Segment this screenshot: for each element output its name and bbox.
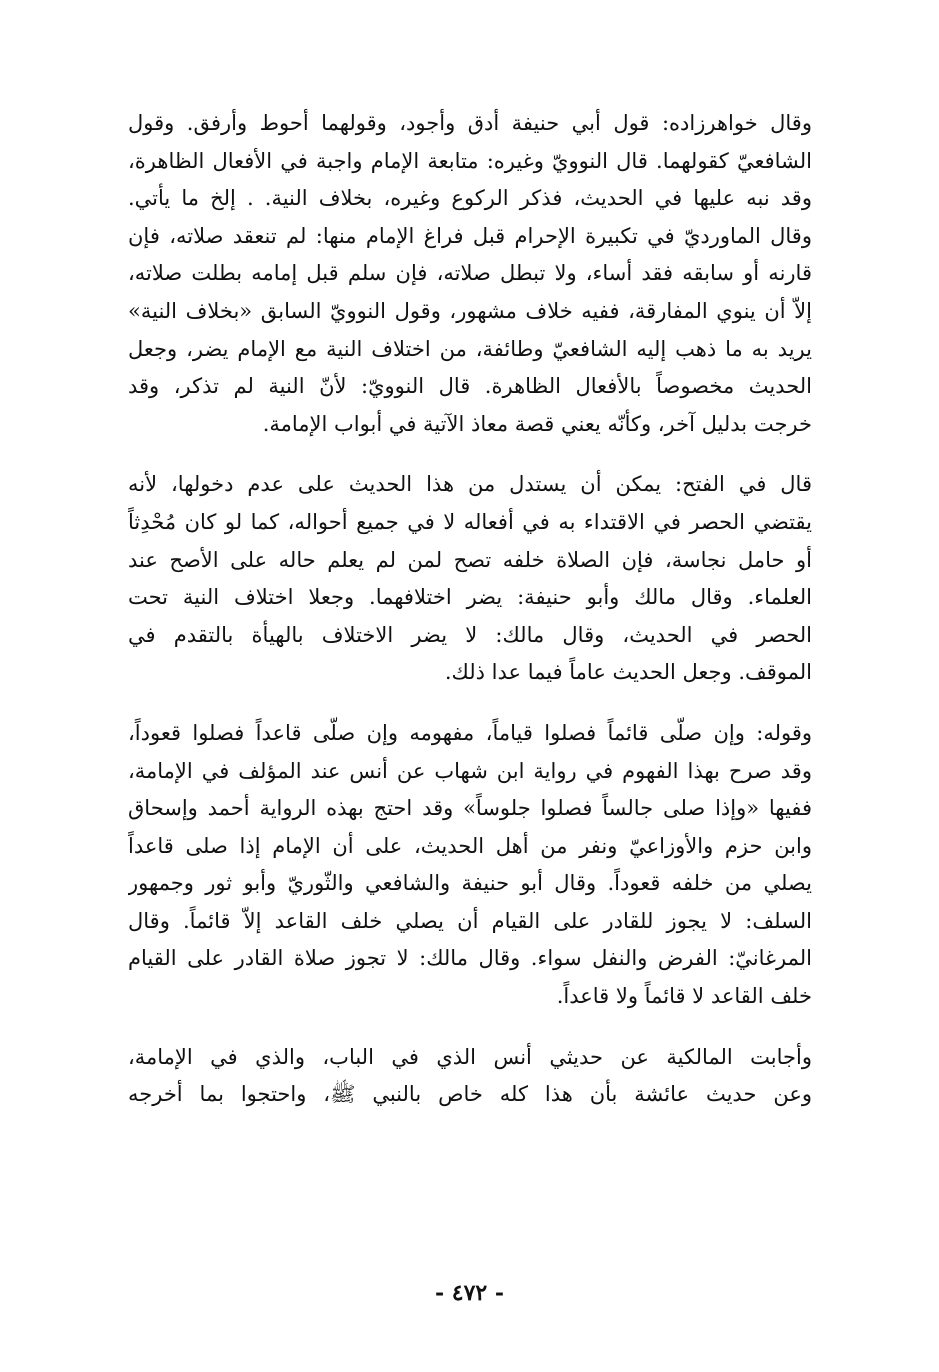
text-line: وقد نبه عليها في الحديث، فذكر الركوع وغيره، بخلاف النية. . إلخ ما يأتي. <box>128 186 812 211</box>
text-line: الموقف. وجعل الحديث عاماً فيما عدا ذلك. <box>444 660 812 685</box>
text-line: يقتضي الحصر في الاقتداء به في أفعاله لا في جميع أحواله، كما لو كان مُحْدِثاً <box>128 509 812 534</box>
text-line: قارنه أو سابقه فقد أساء، ولا تبطل صلاته، فإن سلم قبل إمامه بطلت صلاته، <box>128 261 812 286</box>
text-line: وابن حزم والأوزاعيّ ونفر من أهل الحديث، على أن الإمام إذا صلى قاعداً <box>128 833 812 858</box>
paragraph-4 <box>128 1039 812 1114</box>
text-line: أو حامل نجاسة، فإن الصلاة خلفه تصح لمن لم يعلم حاله على الأصح عند <box>128 547 812 572</box>
text-line: وقال الماورديّ في تكبيرة الإحرام قبل فراغ الإمام منها: لم تنعقد صلاته، فإن <box>128 223 812 248</box>
paragraph-1 <box>128 105 812 443</box>
text-line: خرجت بدليل آخر، وكأنّه يعني قصة معاذ الآتية في أبواب الإمامة. <box>262 411 812 436</box>
text-line: المرغانيّ: الفرض والنفل سواء. وقال مالك: لا تجوز صلاة القادر على القيام <box>128 946 812 971</box>
text-line: خلف القاعد لا قائماً ولا قاعداً. <box>556 984 812 1009</box>
text-line: قال في الفتح: يمكن أن يستدل من هذا الحديث على عدم دخولها، لأنه <box>128 472 812 497</box>
text-line: وأجابت المالكية عن حديثي أنس الذي في الباب، والذي في الإمامة، <box>128 1044 812 1069</box>
text-line: العلماء. وقال مالك وأبو حنيفة: يضر اختلافهما. وجعلا اختلاف النية تحت <box>128 585 812 610</box>
text-line: الشافعيّ كقولهما. قال النوويّ وغيره: متابعة الإمام واجبة في الأفعال الظاهرة، <box>128 148 812 173</box>
text-line: وقوله: وإن صلّى قائماً فصلوا قياماً، مفهومه وإن صلّى قاعداً فصلوا قعوداً، <box>128 720 812 745</box>
text-line: الحصر في الحديث، وقال مالك: لا يضر الاختلاف بالهيأة بالتقدم في <box>128 622 812 647</box>
text-body <box>128 105 812 1137</box>
text-line: يريد به ما ذهب إليه الشافعيّ وطائفة، من اختلاف النية مع الإمام يضر، وجعل <box>128 336 812 361</box>
text-line: وقال خواهرزاده: قول أبي حنيفة أدق وأجود، وقولهما أحوط وأرفق. وقول <box>128 111 812 135</box>
text-line: السلف: لا يجوز للقادر على القيام أن يصلي خلف القاعد إلاّ قائماً. وقال <box>128 908 812 933</box>
text-line: وعن حديث عائشة بأن هذا كله خاص بالنبي ﷺ، واحتجوا بما أخرجه <box>128 1082 812 1107</box>
text-line: ففيها «وإذا صلى جالساً فصلوا جلوساً» وقد احتج بهذه الرواية أحمد وإسحاق <box>128 796 812 821</box>
text-line: الحديث مخصوصاً بالأفعال الظاهرة. قال النوويّ: لأنّ النية لم تذكر، وقد <box>128 374 812 399</box>
text-line: وقد صرح بهذا الفهوم في رواية ابن شهاب عن أنس عند المؤلف في الإمامة، <box>128 758 812 783</box>
text-line: يصلي من خلفه قعوداً. وقال أبو حنيفة والشافعي والثّوريّ وأبو ثور وجمهور <box>128 871 812 896</box>
page-number: - ٤٧٢ - <box>434 1280 505 1306</box>
paragraph-2 <box>128 466 812 692</box>
text-line: إلاّ أن ينوي المفارقة، ففيه خلاف مشهور، وقول النوويّ السابق «بخلاف النية» <box>128 298 812 323</box>
paragraph-3 <box>128 715 812 1016</box>
